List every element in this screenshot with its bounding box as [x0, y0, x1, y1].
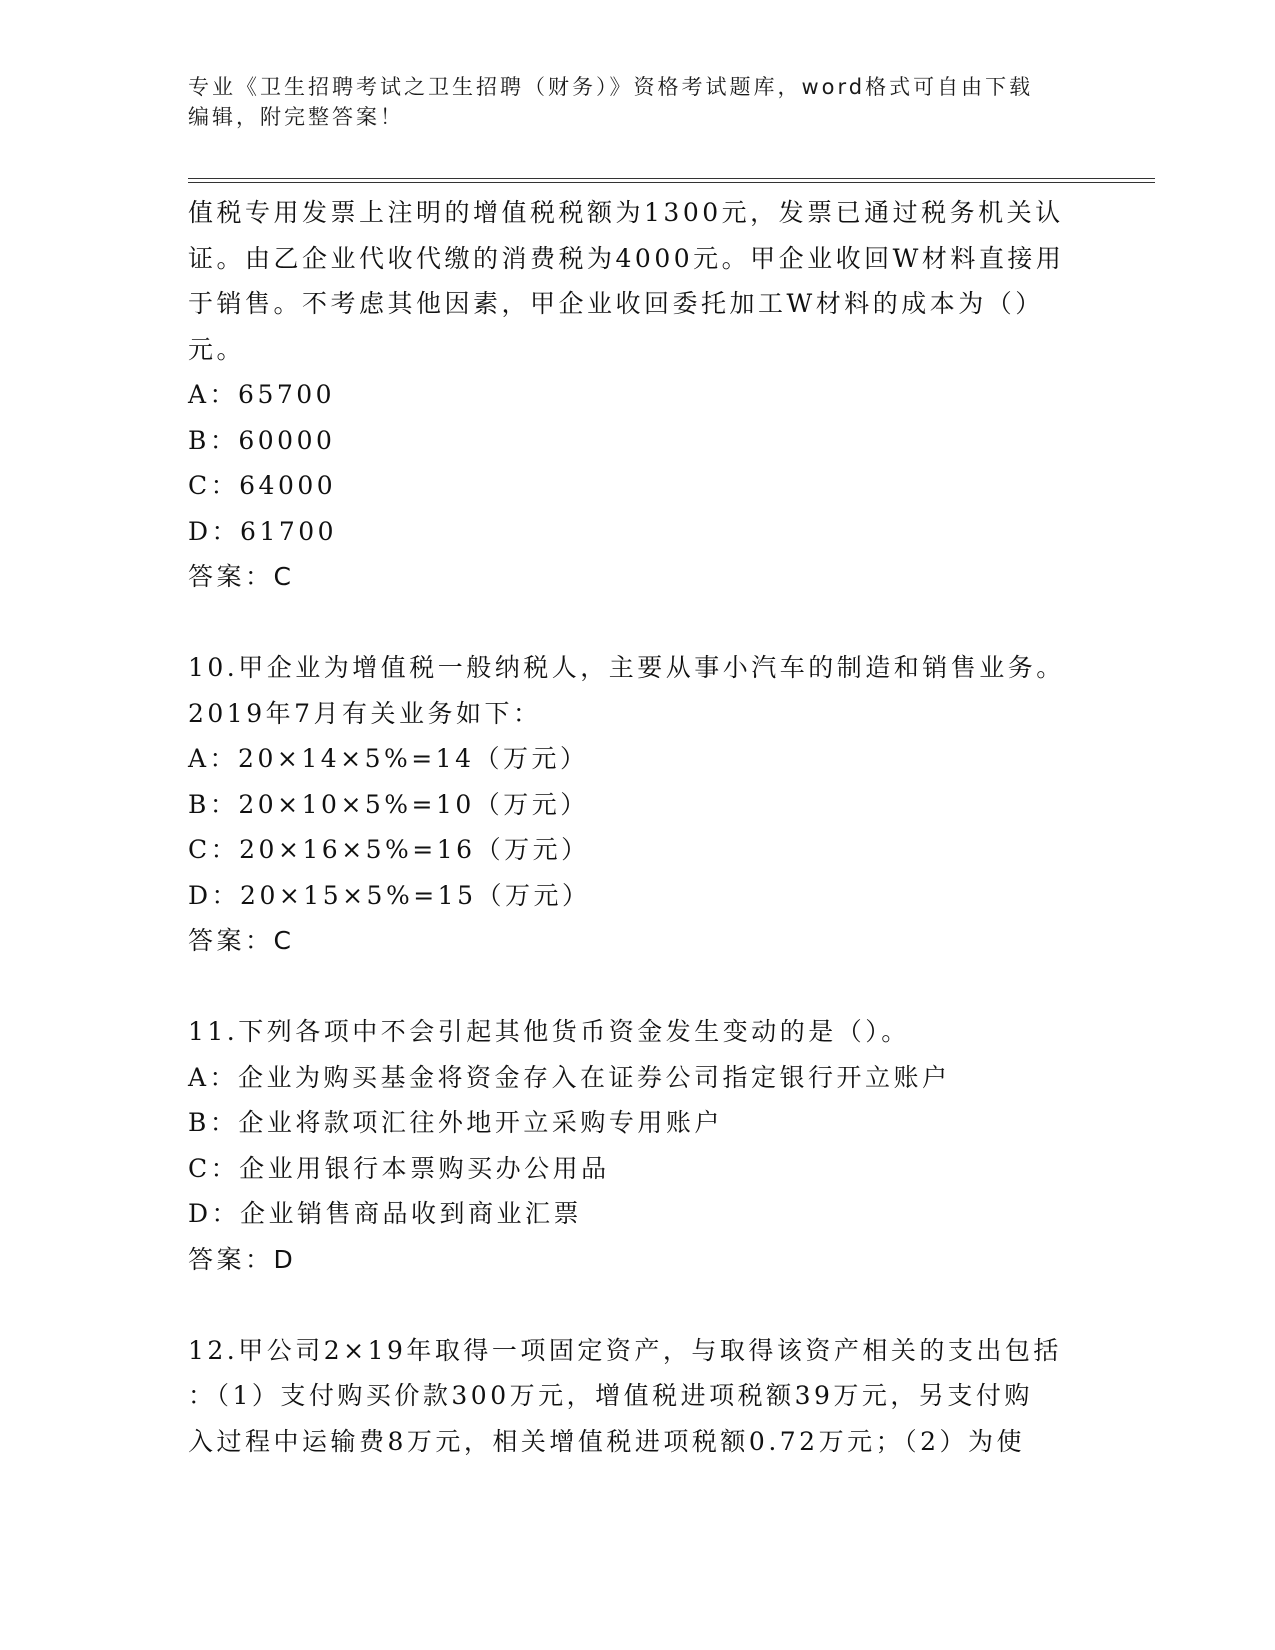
question-11: [188, 1009, 1088, 1282]
question-content: [188, 190, 1088, 1464]
question-stem-line: 2019年7月有关业务如下：: [188, 698, 542, 728]
question-stem-line: 入过程中运输费8万元，相关增值税进项税额0.72万元；（2）为使: [188, 1426, 1025, 1456]
option-d: D：20×15×5%=15（万元）: [188, 880, 591, 910]
question-stem-line: 值税专用发票上注明的增值税税额为1300元，发票已通过税务机关认: [188, 198, 1064, 227]
option-b: B：20×10×5%=10（万元）: [188, 789, 589, 819]
page-header: [188, 72, 1088, 132]
spacer: [188, 964, 1088, 1010]
option-a: A：20×14×5%=14（万元）: [188, 744, 589, 773]
header-line-1: 专业《卫生招聘考试之卫生招聘（财务）》资格考试题库，word格式可自由下载: [188, 75, 1034, 99]
option-d: D：61700: [188, 516, 338, 546]
option-b: B：60000: [188, 425, 336, 455]
header-divider-bottom: [188, 182, 1155, 183]
spacer: [188, 1282, 1088, 1328]
option-a: A：65700: [188, 380, 336, 409]
question-stem-line: 证。由乙企业代收代缴的消费税为4000元。甲企业收回W材料直接用: [188, 243, 1065, 273]
question-stem-line: 11.下列各项中不会引起其他货币资金发生变动的是（）。: [188, 1017, 910, 1046]
question-stem-line: 12.甲公司2×19年取得一项固定资产，与取得该资产相关的支出包括: [188, 1335, 1062, 1365]
answer-label: 答案：D: [188, 1244, 297, 1274]
option-c: C：64000: [188, 471, 337, 500]
option-b: B：企业将款项汇往外地开立采购专用账户: [188, 1108, 723, 1137]
header-line-2: 编辑，附完整答案！: [188, 105, 404, 129]
header-divider-top: [188, 178, 1155, 179]
option-d: D：企业销售商品收到商业汇票: [188, 1199, 583, 1228]
question-10: [188, 645, 1088, 964]
spacer: [188, 600, 1088, 646]
question-stem-line: 于销售。不考虑其他因素，甲企业收回委托加工W材料的成本为（）: [188, 289, 1044, 318]
answer-label: 答案：C: [188, 926, 295, 955]
answer-label: 答案：C: [188, 562, 295, 591]
question-12: [188, 1328, 1088, 1465]
question-stem-line: 元。: [188, 334, 246, 364]
question-stem-line: 10.甲企业为增值税一般纳税人，主要从事小汽车的制造和销售业务。: [188, 653, 1065, 682]
option-c: C：20×16×5%=16（万元）: [188, 835, 590, 864]
question-stem-line: ：（1）支付购买价款300万元，增值税进项税额39万元，另支付购: [188, 1381, 1033, 1410]
question-9: [188, 190, 1088, 600]
option-a: A：企业为购买基金将资金存入在证券公司指定银行开立账户: [188, 1062, 951, 1092]
option-c: C：企业用银行本票购买办公用品: [188, 1153, 610, 1183]
